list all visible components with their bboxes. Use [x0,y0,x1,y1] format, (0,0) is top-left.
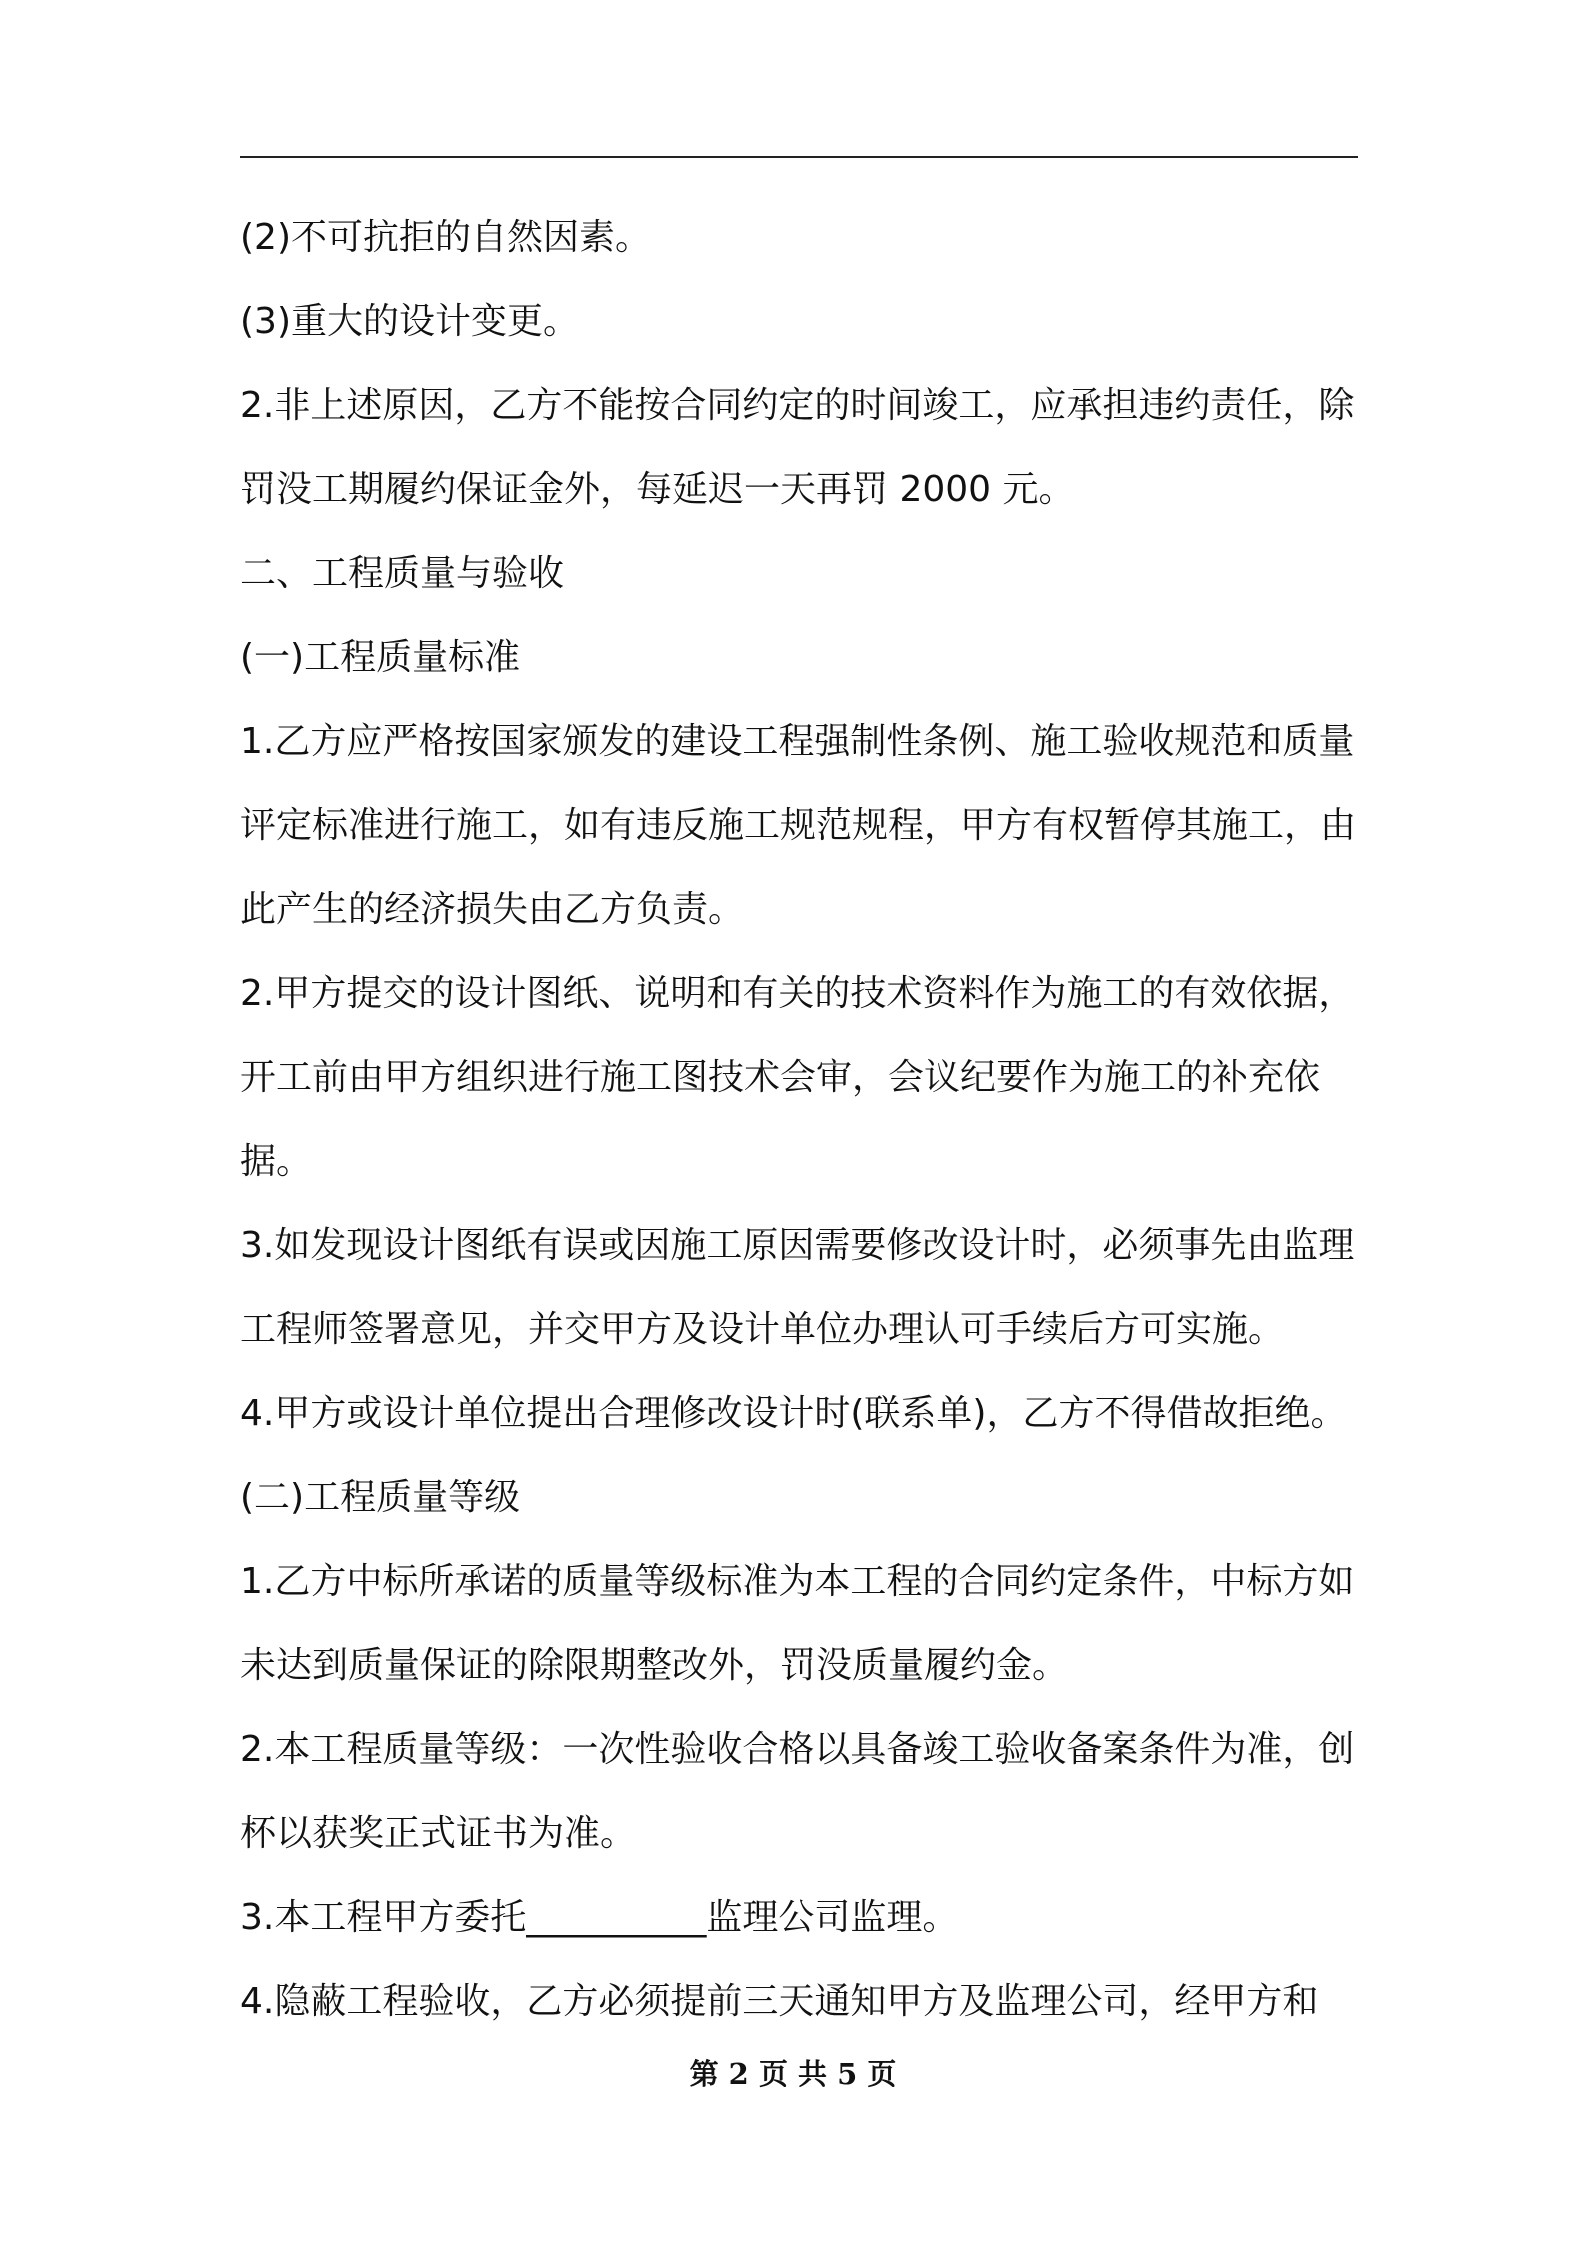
paragraph: 4.隐蔽工程验收，乙方必须提前三天通知甲方及监理公司，经甲方和 [240,1981,1319,2022]
paragraph: 3.如发现设计图纸有误或因施工原因需要修改设计时，必须事先由监理工程师签署意见，并交甲方及设计单位办理认可手续后方可实施。 [240,1225,1355,1350]
paragraph: 2.甲方提交的设计图纸、说明和有关的技术资料作为施工的有效依据，开工前由甲方组织进行施工图技术会审，会议纪要作为施工的补充依据。 [240,973,1355,1182]
paragraph: (3)重大的设计变更。 [240,301,579,342]
paragraph: 2.本工程质量等级：一次性验收合格以具备竣工验收备案条件为准，创杯以获奖正式证书为准。 [240,1729,1355,1854]
paragraph: 1.乙方应严格按国家颁发的建设工程强制性条例、施工验收规范和质量评定标准进行施工，如有违反施工规范规程，甲方有权暂停其施工，由此产生的经济损失由乙方负责。 [240,721,1357,930]
subsection-heading: (一)工程质量标准 [240,637,521,678]
header-rule [240,156,1358,158]
paragraph: (2)不可抗拒的自然因素。 [240,217,651,258]
section-heading: 二、工程质量与验收 [240,553,565,594]
page-footer [0,2052,1586,2093]
page-number: 第 2 页 共 5 页 [689,2057,897,2091]
document-body [240,196,1360,2044]
paragraph: 3.本工程甲方委托__________监理公司监理。 [240,1897,959,1938]
paragraph: 4.甲方或设计单位提出合理修改设计时(联系单)，乙方不得借故拒绝。 [240,1393,1347,1434]
paragraph: 2.非上述原因，乙方不能按合同约定的时间竣工，应承担违约责任，除罚没工期履约保证金外，每延迟一天再罚 2000 元。 [240,385,1355,510]
subsection-heading: (二)工程质量等级 [240,1477,521,1518]
paragraph: 1.乙方中标所承诺的质量等级标准为本工程的合同约定条件，中标方如未达到质量保证的除限期整改外，罚没质量履约金。 [240,1561,1355,1686]
